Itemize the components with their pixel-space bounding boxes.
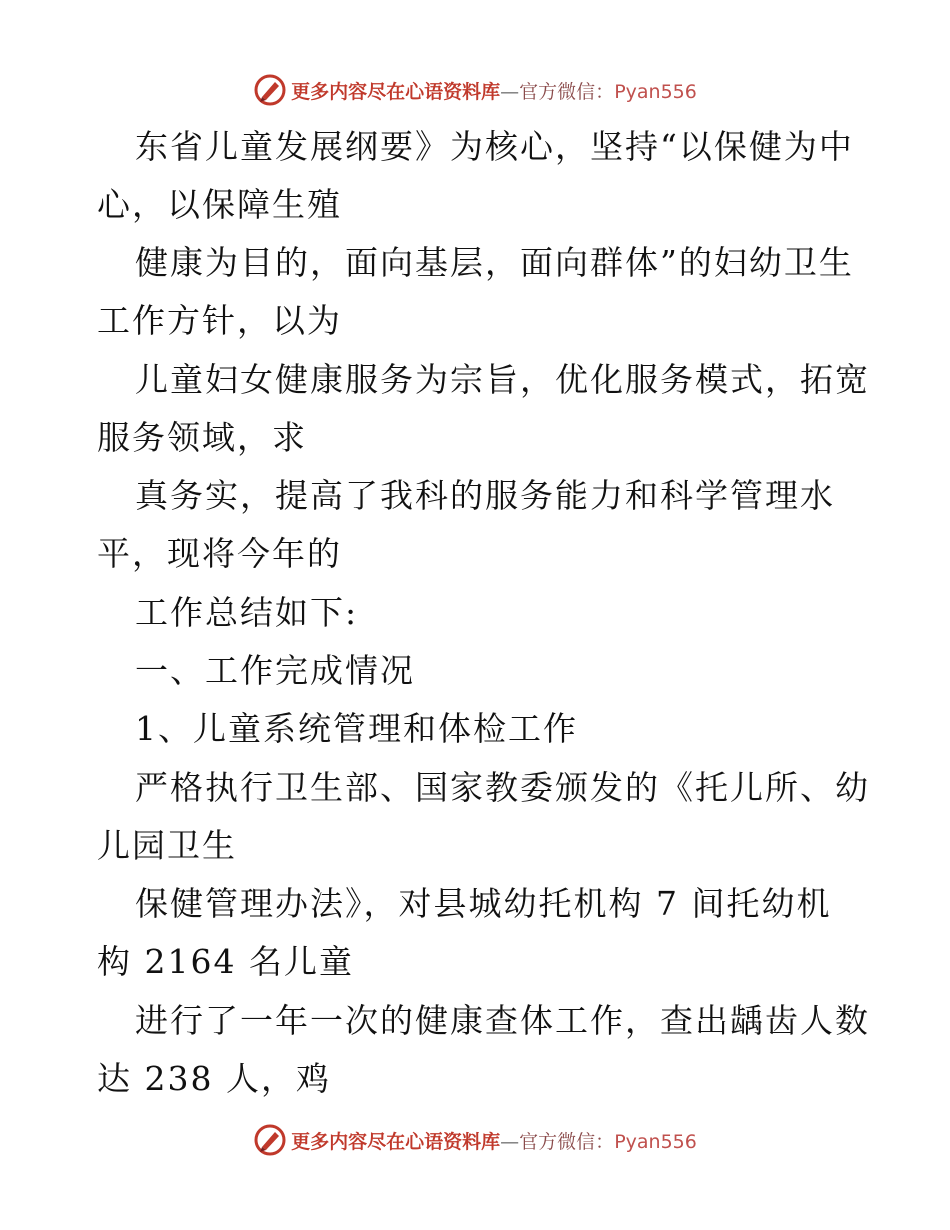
banner-text [291, 1127, 697, 1154]
text-line: 儿园卫生 [97, 826, 237, 865]
text-line: 心，以保障生殖 [97, 185, 342, 224]
text-line: 工作方针，以为 [97, 301, 342, 340]
footer-watermark-banner [0, 1120, 950, 1160]
section-heading: 一、工作完成情况 [135, 651, 415, 690]
banner-wechat-label: 官方微信： [519, 80, 615, 103]
text-line: 健康为目的，面向基层，面向群体”的妇幼卫生 [135, 243, 854, 282]
subsection-heading: 1、儿童系统管理和体检工作 [135, 709, 578, 748]
pen-logo-icon [253, 1123, 287, 1157]
text-line: 保健管理办法》，对县城幼托机构 7 间托幼机 [135, 884, 832, 923]
banner-wechat-label: 官方微信： [519, 1130, 615, 1153]
text-line: 构 2164 名儿童 [97, 942, 354, 981]
banner-dash: — [500, 1130, 520, 1153]
pen-logo-icon [253, 73, 287, 107]
text-line: 平，现将今年的 [97, 534, 342, 573]
banner-text [291, 77, 697, 104]
banner-wechat-id: Pyan556 [614, 1130, 697, 1153]
text-line: 进行了一年一次的健康查体工作，查出龋齿人数 [135, 1001, 870, 1040]
text-line: 东省儿童发展纲要》为核心，坚持“以保健为中 [135, 127, 854, 166]
text-line: 达 238 人，鸡 [97, 1059, 331, 1098]
text-line: 儿童妇女健康服务为宗旨，优化服务模式，拓宽 [135, 360, 870, 399]
text-line: 严格执行卫生部、国家教委颁发的《托儿所、幼 [135, 768, 870, 807]
text-line: 工作总结如下: [135, 593, 359, 632]
banner-brand: 更多内容尽在心语资料库 [291, 80, 501, 103]
banner-wechat-id: Pyan556 [614, 80, 697, 103]
text-line: 服务领域，求 [97, 418, 307, 457]
banner-dash: — [500, 80, 520, 103]
text-line: 真务实，提高了我科的服务能力和科学管理水 [135, 476, 835, 515]
header-watermark-banner [0, 70, 950, 110]
banner-brand: 更多内容尽在心语资料库 [291, 1130, 501, 1153]
